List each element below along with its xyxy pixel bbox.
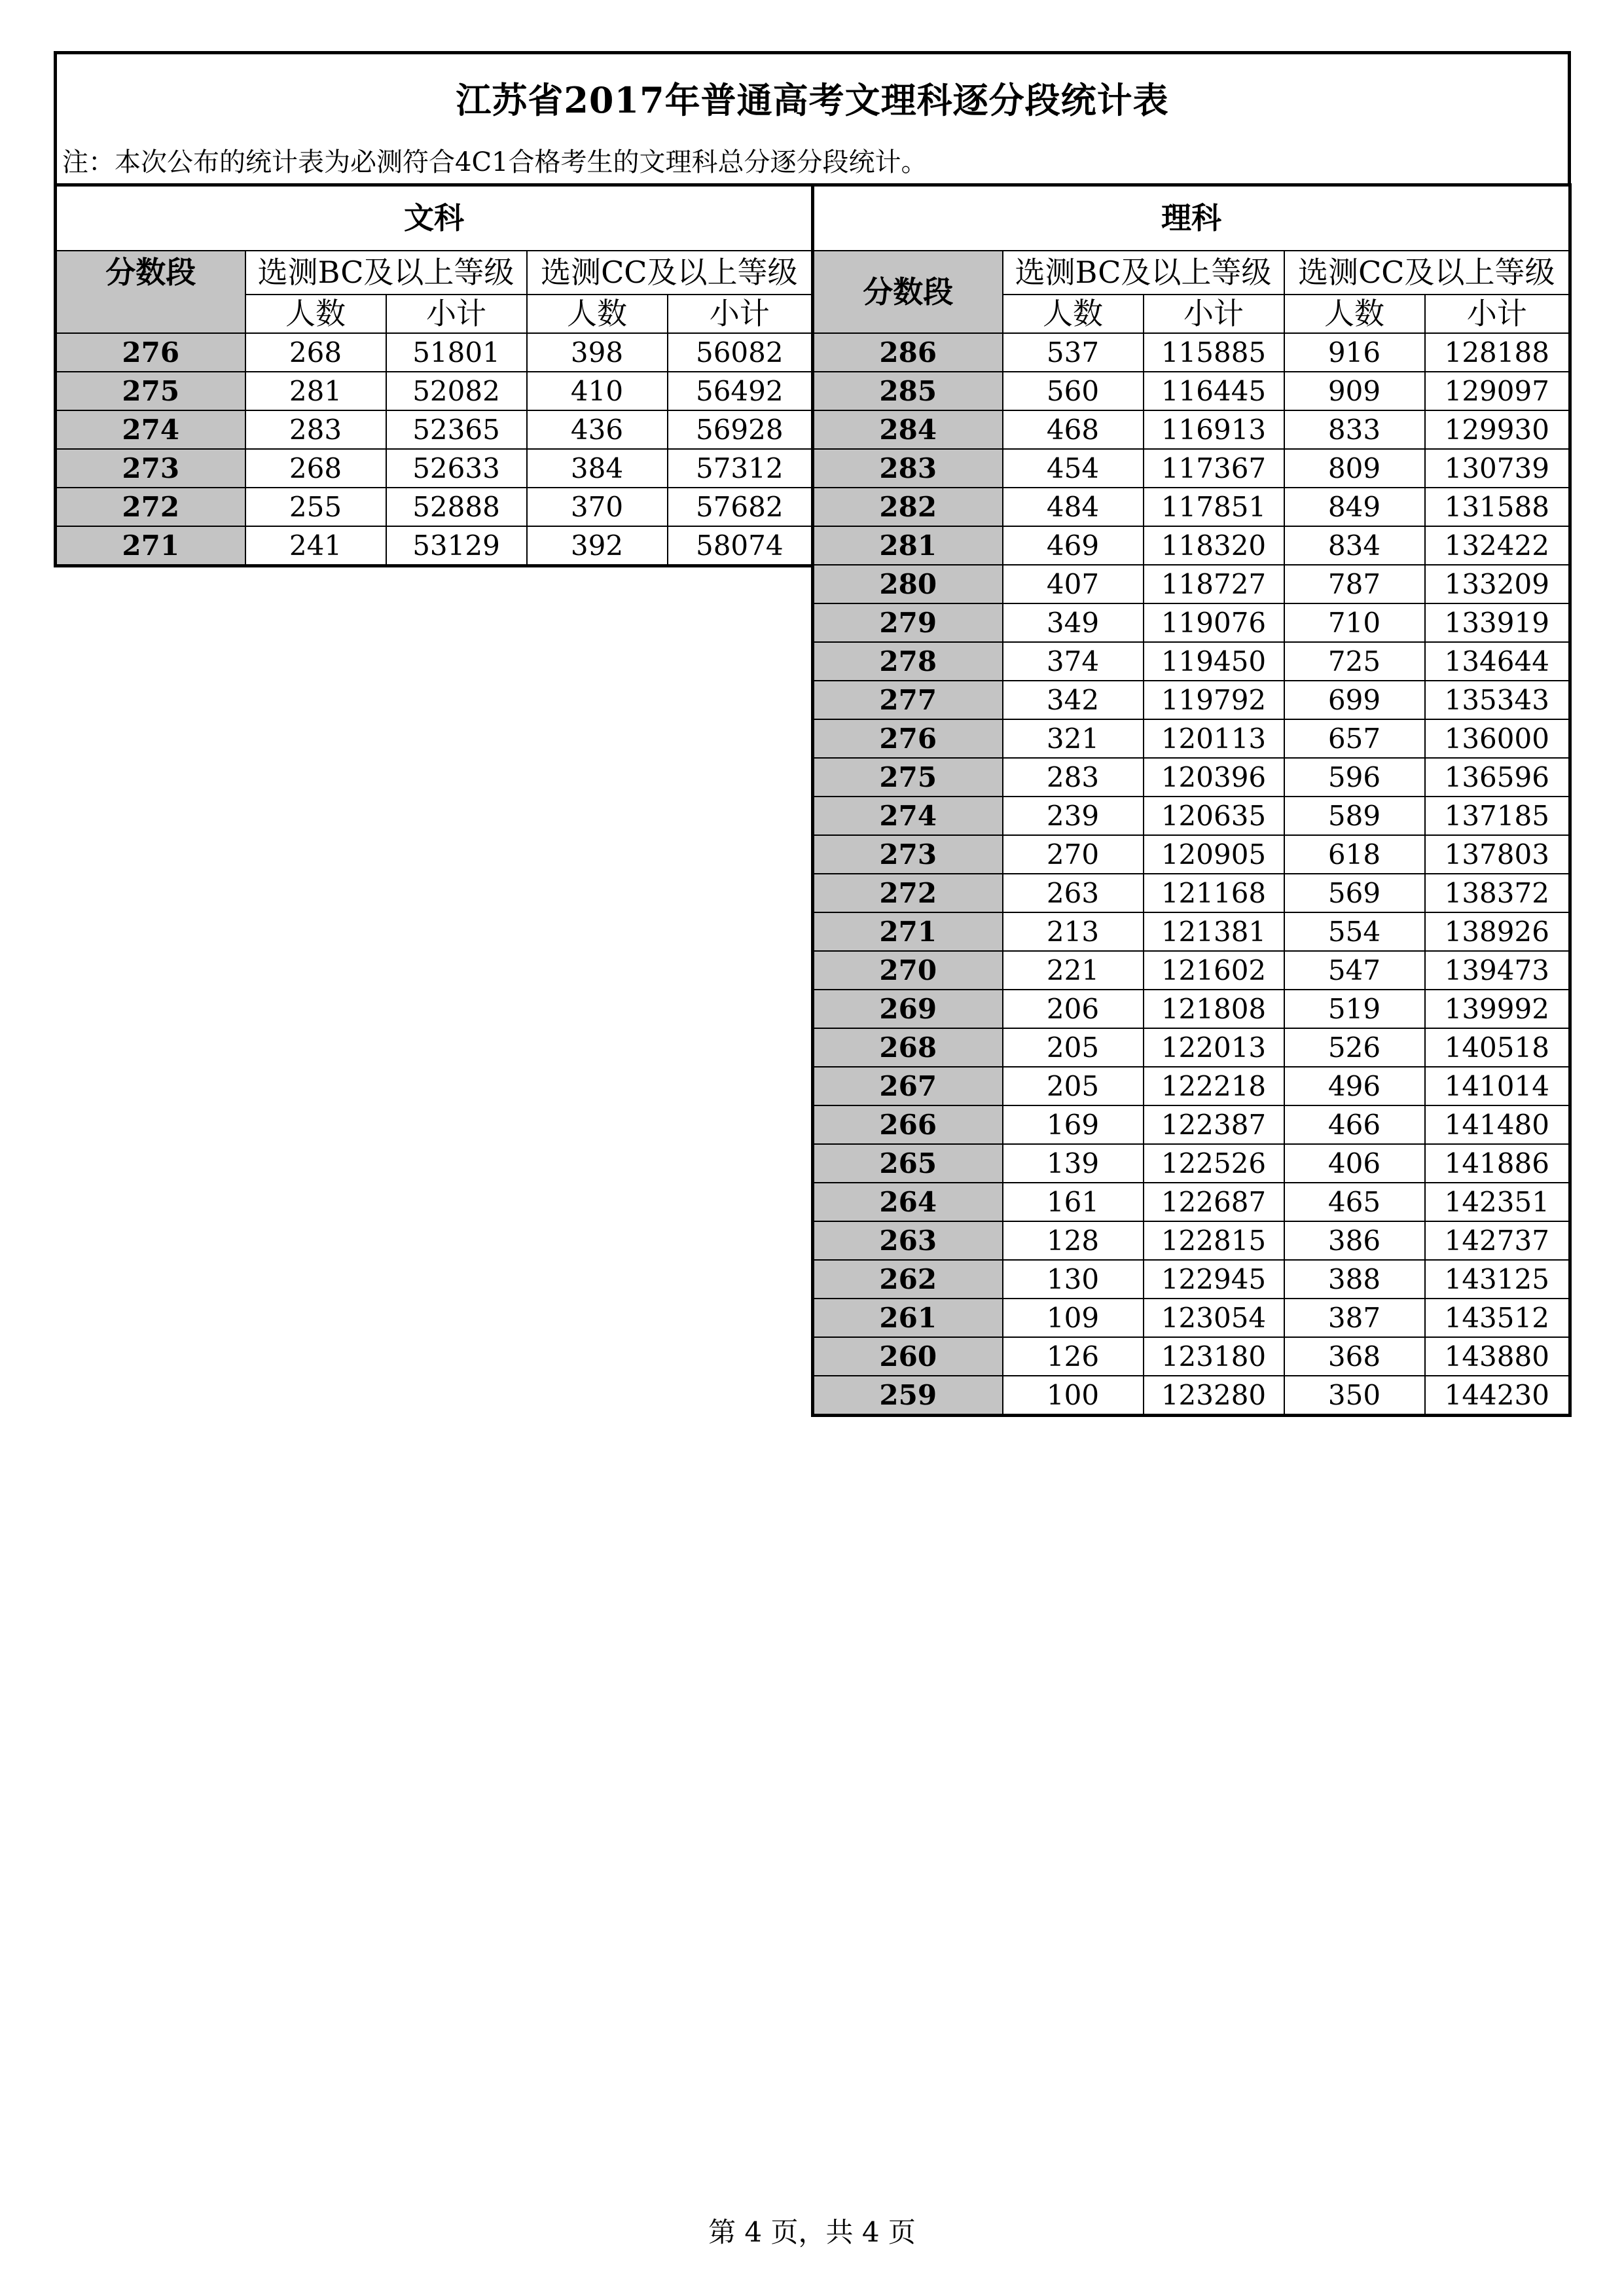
cc-header: 选测CC及以上等级 xyxy=(1284,251,1570,295)
table-row xyxy=(813,488,1570,526)
cc-subtotal-cell: 57312 xyxy=(668,449,813,488)
score-segment-cell: 271 xyxy=(56,526,245,566)
score-segment-cell: 278 xyxy=(813,642,1003,681)
cc-count-cell: 916 xyxy=(1284,333,1425,372)
bc-count-cell: 268 xyxy=(245,449,386,488)
cc-count-header: 人数 xyxy=(527,295,668,333)
table-row xyxy=(56,526,813,566)
table-row xyxy=(813,835,1570,874)
cc-count-cell: 519 xyxy=(1284,990,1425,1028)
score-segment-cell: 285 xyxy=(813,372,1003,410)
bc-count-cell: 469 xyxy=(1003,526,1144,565)
bc-subtotal-cell: 116913 xyxy=(1144,410,1284,449)
bc-subtotal-cell: 120635 xyxy=(1144,797,1284,835)
score-segment-cell: 259 xyxy=(813,1376,1003,1416)
table-row xyxy=(813,642,1570,681)
cc-subtotal-cell: 144230 xyxy=(1425,1376,1570,1416)
bc-subtotal-cell: 122218 xyxy=(1144,1067,1284,1105)
bc-count-cell: 468 xyxy=(1003,410,1144,449)
bc-count-cell: 268 xyxy=(245,333,386,372)
score-segment-cell: 286 xyxy=(813,333,1003,372)
table-row xyxy=(813,603,1570,642)
cc-count-cell: 834 xyxy=(1284,526,1425,565)
score-segment-cell: 266 xyxy=(813,1105,1003,1144)
score-segment-cell: 270 xyxy=(813,951,1003,990)
score-segment-cell: 261 xyxy=(813,1299,1003,1337)
cc-subtotal-cell: 138926 xyxy=(1425,912,1570,951)
bc-count-cell: 169 xyxy=(1003,1105,1144,1144)
bc-count-cell: 206 xyxy=(1003,990,1144,1028)
score-segment-cell: 267 xyxy=(813,1067,1003,1105)
score-segment-cell: 274 xyxy=(56,410,245,449)
cc-subtotal-cell: 56928 xyxy=(668,410,813,449)
score-segment-cell: 263 xyxy=(813,1221,1003,1260)
table-row xyxy=(56,333,813,372)
bc-count-cell: 374 xyxy=(1003,642,1144,681)
bc-count-cell: 407 xyxy=(1003,565,1144,603)
cc-subtotal-cell: 130739 xyxy=(1425,449,1570,488)
cc-subtotal-cell: 143880 xyxy=(1425,1337,1570,1376)
cc-count-cell: 618 xyxy=(1284,835,1425,874)
score-segment-cell: 280 xyxy=(813,565,1003,603)
bc-subtotal-header: 小计 xyxy=(386,295,527,333)
table-row xyxy=(56,488,813,526)
bc-subtotal-cell: 118727 xyxy=(1144,565,1284,603)
cc-subtotal-cell: 57682 xyxy=(668,488,813,526)
score-segment-cell: 271 xyxy=(813,912,1003,951)
cc-count-cell: 436 xyxy=(527,410,668,449)
bc-count-cell: 263 xyxy=(1003,874,1144,912)
bc-subtotal-header: 小计 xyxy=(1144,295,1284,333)
bc-subtotal-cell: 121168 xyxy=(1144,874,1284,912)
cc-count-cell: 496 xyxy=(1284,1067,1425,1105)
cc-subtotal-cell: 131588 xyxy=(1425,488,1570,526)
table-row xyxy=(813,797,1570,835)
bc-subtotal-cell: 51801 xyxy=(386,333,527,372)
cc-count-cell: 657 xyxy=(1284,719,1425,758)
bc-count-cell: 283 xyxy=(245,410,386,449)
cc-count-cell: 554 xyxy=(1284,912,1425,951)
cc-subtotal-cell: 138372 xyxy=(1425,874,1570,912)
cc-subtotal-cell: 128188 xyxy=(1425,333,1570,372)
note-text: 注：本次公布的统计表为必测符合4C1合格考生的文理科总分逐分段统计。 xyxy=(62,147,928,177)
table-row xyxy=(813,410,1570,449)
bc-count-cell: 484 xyxy=(1003,488,1144,526)
wenke-section-label: 文科 xyxy=(56,185,813,251)
table-row xyxy=(813,1028,1570,1067)
score-segment-cell: 273 xyxy=(56,449,245,488)
score-segment-cell: 262 xyxy=(813,1260,1003,1299)
bc-count-cell: 349 xyxy=(1003,603,1144,642)
bc-subtotal-cell: 122687 xyxy=(1144,1183,1284,1221)
cc-subtotal-cell: 136000 xyxy=(1425,719,1570,758)
table-row xyxy=(813,1067,1570,1105)
cc-count-cell: 387 xyxy=(1284,1299,1425,1337)
bc-count-cell: 255 xyxy=(245,488,386,526)
cc-subtotal-header: 小计 xyxy=(1425,295,1570,333)
bc-count-cell: 321 xyxy=(1003,719,1144,758)
table-row xyxy=(56,410,813,449)
cc-subtotal-cell: 135343 xyxy=(1425,681,1570,719)
cc-header: 选测CC及以上等级 xyxy=(527,251,813,295)
title-box xyxy=(54,51,1571,183)
page-footer: 第 4 页，共 4 页 xyxy=(708,2216,916,2248)
cc-count-cell: 392 xyxy=(527,526,668,566)
cc-count-cell: 384 xyxy=(527,449,668,488)
page-frame xyxy=(54,51,1571,1623)
bc-count-cell: 205 xyxy=(1003,1067,1144,1105)
bc-count-cell: 342 xyxy=(1003,681,1144,719)
wenke-table xyxy=(54,183,814,567)
bc-subtotal-cell: 123280 xyxy=(1144,1376,1284,1416)
table-row xyxy=(813,1260,1570,1299)
bc-subtotal-cell: 121381 xyxy=(1144,912,1284,951)
bc-count-cell: 241 xyxy=(245,526,386,566)
cc-count-cell: 849 xyxy=(1284,488,1425,526)
score-segment-cell: 274 xyxy=(813,797,1003,835)
cc-subtotal-cell: 133919 xyxy=(1425,603,1570,642)
bc-subtotal-cell: 122526 xyxy=(1144,1144,1284,1183)
bc-subtotal-cell: 119450 xyxy=(1144,642,1284,681)
bc-subtotal-cell: 122387 xyxy=(1144,1105,1284,1144)
tables-area xyxy=(54,183,1571,1623)
cc-subtotal-header: 小计 xyxy=(668,295,813,333)
bc-header: 选测BC及以上等级 xyxy=(1003,251,1284,295)
cc-count-cell: 526 xyxy=(1284,1028,1425,1067)
score-segment-cell: 276 xyxy=(813,719,1003,758)
cc-count-cell: 710 xyxy=(1284,603,1425,642)
cc-count-cell: 465 xyxy=(1284,1183,1425,1221)
cc-count-cell: 410 xyxy=(527,372,668,410)
bc-count-cell: 205 xyxy=(1003,1028,1144,1067)
table-row xyxy=(56,449,813,488)
cc-subtotal-cell: 56082 xyxy=(668,333,813,372)
bc-count-header: 人数 xyxy=(245,295,386,333)
score-segment-cell: 281 xyxy=(813,526,1003,565)
bc-subtotal-cell: 52082 xyxy=(386,372,527,410)
bc-subtotal-cell: 120396 xyxy=(1144,758,1284,797)
score-segment-cell: 268 xyxy=(813,1028,1003,1067)
cc-subtotal-cell: 141886 xyxy=(1425,1144,1570,1183)
bc-count-cell: 161 xyxy=(1003,1183,1144,1221)
cc-count-cell: 699 xyxy=(1284,681,1425,719)
bc-subtotal-cell: 119792 xyxy=(1144,681,1284,719)
like-table xyxy=(811,183,1572,1417)
score-segment-cell: 282 xyxy=(813,488,1003,526)
bc-count-cell: 283 xyxy=(1003,758,1144,797)
table-row xyxy=(813,1376,1570,1416)
bc-count-cell: 281 xyxy=(245,372,386,410)
bc-subtotal-cell: 52888 xyxy=(386,488,527,526)
bc-subtotal-cell: 117851 xyxy=(1144,488,1284,526)
bc-subtotal-cell: 52633 xyxy=(386,449,527,488)
bc-count-cell: 109 xyxy=(1003,1299,1144,1337)
cc-subtotal-cell: 134644 xyxy=(1425,642,1570,681)
score-segment-cell: 272 xyxy=(813,874,1003,912)
segment-header: 分数段 xyxy=(813,251,1003,333)
bc-count-cell: 537 xyxy=(1003,333,1144,372)
cc-subtotal-cell: 129097 xyxy=(1425,372,1570,410)
cc-count-cell: 368 xyxy=(1284,1337,1425,1376)
cc-subtotal-cell: 56492 xyxy=(668,372,813,410)
bc-subtotal-cell: 122945 xyxy=(1144,1260,1284,1299)
bc-subtotal-cell: 115885 xyxy=(1144,333,1284,372)
cc-count-cell: 809 xyxy=(1284,449,1425,488)
cc-subtotal-cell: 136596 xyxy=(1425,758,1570,797)
cc-count-cell: 466 xyxy=(1284,1105,1425,1144)
bc-count-cell: 221 xyxy=(1003,951,1144,990)
cc-count-cell: 398 xyxy=(527,333,668,372)
table-row xyxy=(813,758,1570,797)
table-row xyxy=(813,681,1570,719)
cc-subtotal-cell: 142351 xyxy=(1425,1183,1570,1221)
cc-count-cell: 725 xyxy=(1284,642,1425,681)
cc-count-cell: 589 xyxy=(1284,797,1425,835)
bc-subtotal-cell: 118320 xyxy=(1144,526,1284,565)
table-row xyxy=(56,372,813,410)
table-row xyxy=(813,333,1570,372)
bc-count-cell: 126 xyxy=(1003,1337,1144,1376)
like-section-label: 理科 xyxy=(813,185,1570,251)
bc-count-cell: 270 xyxy=(1003,835,1144,874)
table-row xyxy=(813,874,1570,912)
cc-subtotal-cell: 137185 xyxy=(1425,797,1570,835)
table-row xyxy=(813,372,1570,410)
cc-count-cell: 406 xyxy=(1284,1144,1425,1183)
table-row xyxy=(813,1105,1570,1144)
cc-subtotal-cell: 137803 xyxy=(1425,835,1570,874)
score-segment-cell: 284 xyxy=(813,410,1003,449)
score-segment-cell: 260 xyxy=(813,1337,1003,1376)
cc-count-cell: 388 xyxy=(1284,1260,1425,1299)
cc-count-header: 人数 xyxy=(1284,295,1425,333)
score-segment-cell: 265 xyxy=(813,1144,1003,1183)
bc-count-cell: 560 xyxy=(1003,372,1144,410)
cc-subtotal-cell: 141480 xyxy=(1425,1105,1570,1144)
bc-count-cell: 139 xyxy=(1003,1144,1144,1183)
bc-subtotal-cell: 120113 xyxy=(1144,719,1284,758)
table-row xyxy=(813,565,1570,603)
bc-subtotal-cell: 121602 xyxy=(1144,951,1284,990)
page-title: 江苏省2017年普通高考文理科逐分段统计表 xyxy=(456,79,1169,121)
score-segment-cell: 269 xyxy=(813,990,1003,1028)
table-row xyxy=(813,912,1570,951)
cc-count-cell: 596 xyxy=(1284,758,1425,797)
cc-subtotal-cell: 140518 xyxy=(1425,1028,1570,1067)
bc-subtotal-cell: 119076 xyxy=(1144,603,1284,642)
cc-count-cell: 386 xyxy=(1284,1221,1425,1260)
bc-subtotal-cell: 52365 xyxy=(386,410,527,449)
cc-count-cell: 787 xyxy=(1284,565,1425,603)
bc-subtotal-cell: 116445 xyxy=(1144,372,1284,410)
table-row xyxy=(813,1144,1570,1183)
bc-subtotal-cell: 122815 xyxy=(1144,1221,1284,1260)
score-segment-cell: 275 xyxy=(56,372,245,410)
bc-count-cell: 100 xyxy=(1003,1376,1144,1416)
table-row xyxy=(813,1299,1570,1337)
score-segment-cell: 275 xyxy=(813,758,1003,797)
bc-count-cell: 130 xyxy=(1003,1260,1144,1299)
cc-subtotal-cell: 142737 xyxy=(1425,1221,1570,1260)
bc-header: 选测BC及以上等级 xyxy=(245,251,527,295)
cc-subtotal-cell: 58074 xyxy=(668,526,813,566)
table-row xyxy=(813,1221,1570,1260)
bc-count-cell: 239 xyxy=(1003,797,1144,835)
bc-subtotal-cell: 122013 xyxy=(1144,1028,1284,1067)
table-row xyxy=(813,1337,1570,1376)
score-segment-cell: 276 xyxy=(56,333,245,372)
score-segment-cell: 279 xyxy=(813,603,1003,642)
cc-count-cell: 833 xyxy=(1284,410,1425,449)
cc-count-cell: 370 xyxy=(527,488,668,526)
table-row xyxy=(813,526,1570,565)
bc-count-cell: 128 xyxy=(1003,1221,1144,1260)
bc-count-cell: 213 xyxy=(1003,912,1144,951)
bc-subtotal-cell: 120905 xyxy=(1144,835,1284,874)
cc-subtotal-cell: 129930 xyxy=(1425,410,1570,449)
score-segment-cell: 264 xyxy=(813,1183,1003,1221)
table-row xyxy=(813,449,1570,488)
bc-count-cell: 454 xyxy=(1003,449,1144,488)
table-row xyxy=(813,990,1570,1028)
cc-subtotal-cell: 143512 xyxy=(1425,1299,1570,1337)
segment-header: 分数段 xyxy=(56,251,245,333)
bc-subtotal-cell: 121808 xyxy=(1144,990,1284,1028)
cc-subtotal-cell: 139473 xyxy=(1425,951,1570,990)
cc-count-cell: 909 xyxy=(1284,372,1425,410)
cc-count-cell: 350 xyxy=(1284,1376,1425,1416)
table-row xyxy=(813,1183,1570,1221)
cc-subtotal-cell: 132422 xyxy=(1425,526,1570,565)
bc-subtotal-cell: 123054 xyxy=(1144,1299,1284,1337)
score-segment-cell: 272 xyxy=(56,488,245,526)
bc-count-header: 人数 xyxy=(1003,295,1144,333)
score-segment-cell: 277 xyxy=(813,681,1003,719)
cc-subtotal-cell: 141014 xyxy=(1425,1067,1570,1105)
cc-subtotal-cell: 143125 xyxy=(1425,1260,1570,1299)
score-segment-cell: 273 xyxy=(813,835,1003,874)
cc-subtotal-cell: 139992 xyxy=(1425,990,1570,1028)
bc-subtotal-cell: 123180 xyxy=(1144,1337,1284,1376)
bc-subtotal-cell: 53129 xyxy=(386,526,527,566)
cc-count-cell: 569 xyxy=(1284,874,1425,912)
cc-subtotal-cell: 133209 xyxy=(1425,565,1570,603)
table-row xyxy=(813,951,1570,990)
score-segment-cell: 283 xyxy=(813,449,1003,488)
cc-count-cell: 547 xyxy=(1284,951,1425,990)
table-row xyxy=(813,719,1570,758)
bc-subtotal-cell: 117367 xyxy=(1144,449,1284,488)
